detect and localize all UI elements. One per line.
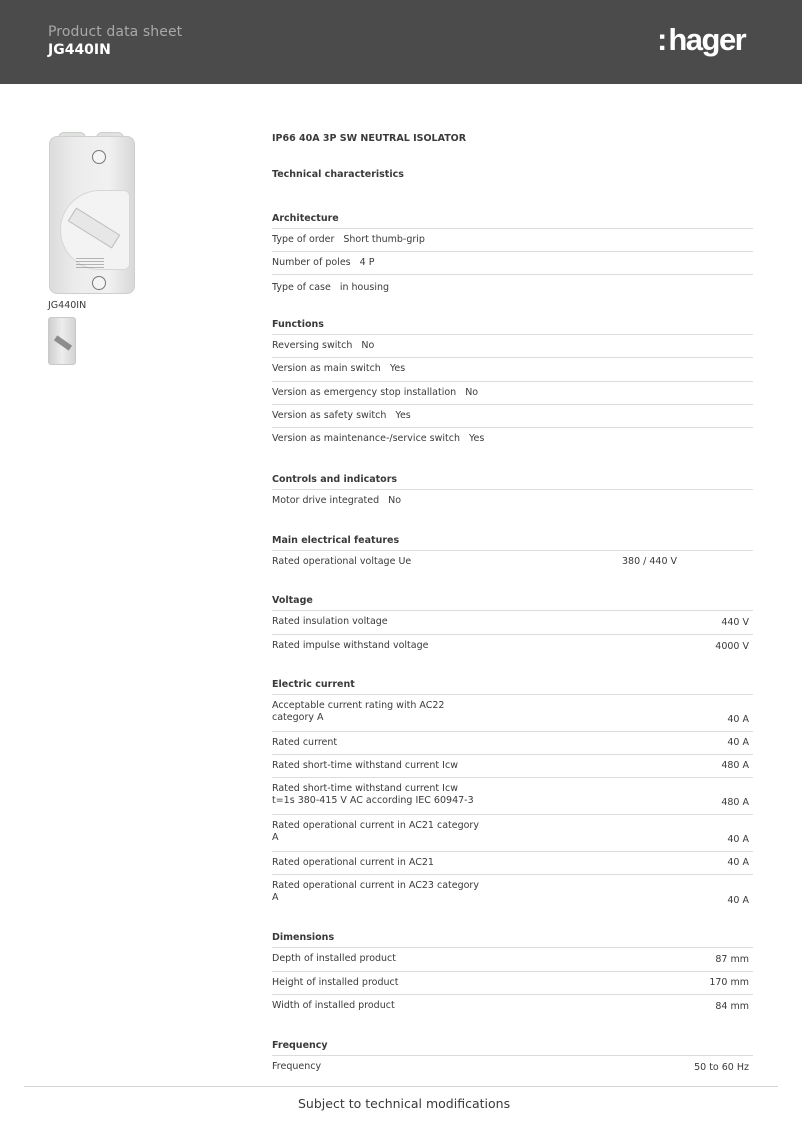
technical-characteristics-heading: Technical characteristics [272, 169, 404, 180]
spec-row: Rated impulse withstand voltage 4000 V [272, 640, 749, 652]
section-title: Architecture [272, 212, 753, 229]
page-header [0, 0, 802, 84]
section-functions [272, 318, 753, 451]
spec-row: Number of poles 4 P [272, 252, 753, 275]
spec-row: Version as emergency stop installation No [272, 382, 753, 405]
spec-row: Type of case in housing [272, 282, 390, 293]
section-title: Voltage [272, 594, 753, 611]
section-controls-indicators [272, 473, 753, 513]
spec-row: Rated insulation voltage 440 V [272, 611, 753, 635]
product-name: IP66 40A 3P SW NEUTRAL ISOLATOR [272, 133, 467, 144]
spec-row: Rated operational voltage Ue 380 / 440 V [272, 556, 678, 567]
spec-row: Version as maintenance-/service switch Yes [272, 433, 485, 444]
spec-row: Width of installed product 84 mm [272, 1000, 749, 1012]
section-title: Main electrical features [272, 534, 753, 551]
footer-disclaimer: Subject to technical modifications [298, 1096, 511, 1111]
section-title: Controls and indicators [272, 473, 753, 490]
spec-row: Motor drive integrated No [272, 495, 402, 506]
spec-row: Rated current 40 A [272, 732, 753, 755]
spec-row: Rated operational current in AC21 40 A [272, 852, 753, 875]
section-architecture [272, 212, 753, 298]
spec-row: Depth of installed product 87 mm [272, 948, 753, 972]
thumbnail-handle [54, 335, 72, 350]
header-subtitle: Product data sheet [48, 24, 183, 40]
spec-row: Type of order Short thumb-grip [272, 229, 753, 252]
footer-divider [24, 1086, 778, 1087]
image-caption: JG440IN [48, 300, 87, 311]
hager-logo: :hager [657, 22, 746, 57]
screw-icon [92, 276, 106, 290]
header-product-code: JG440IN [48, 42, 111, 58]
spec-row: Version as main switch Yes [272, 358, 753, 382]
section-title: Frequency [272, 1039, 753, 1056]
spec-row: Rated operational current in AC23 category A 40 A [272, 880, 749, 906]
spec-row: Rated operational current in AC21 category A 40 A [272, 815, 753, 852]
spec-row: Rated short-time withstand current Icw t=1s 380-415 V AC according IEC 60947-3 480 A [272, 778, 753, 815]
section-main-electrical-features [272, 534, 753, 574]
section-frequency [272, 1039, 753, 1079]
section-voltage [272, 594, 753, 658]
section-title: Electric current [272, 678, 753, 695]
spec-row: Reversing switch No [272, 335, 753, 358]
section-dimensions [272, 931, 753, 1018]
spec-row: Height of installed product 170 mm [272, 972, 753, 995]
section-title: Functions [272, 318, 753, 335]
spec-row: Rated short-time withstand current Icw 480 A [272, 755, 753, 778]
spec-row: Version as safety switch Yes [272, 405, 753, 428]
rating-label [76, 258, 104, 268]
screw-icon [92, 150, 106, 164]
spec-row: Frequency 50 to 60 Hz [272, 1061, 749, 1073]
product-images [48, 130, 148, 365]
section-title: Dimensions [272, 931, 753, 948]
product-main-image [48, 130, 136, 296]
section-electric-current [272, 678, 753, 912]
spec-row: Acceptable current rating with AC22 category A 40 A [272, 695, 753, 732]
product-thumbnail[interactable] [48, 317, 76, 365]
